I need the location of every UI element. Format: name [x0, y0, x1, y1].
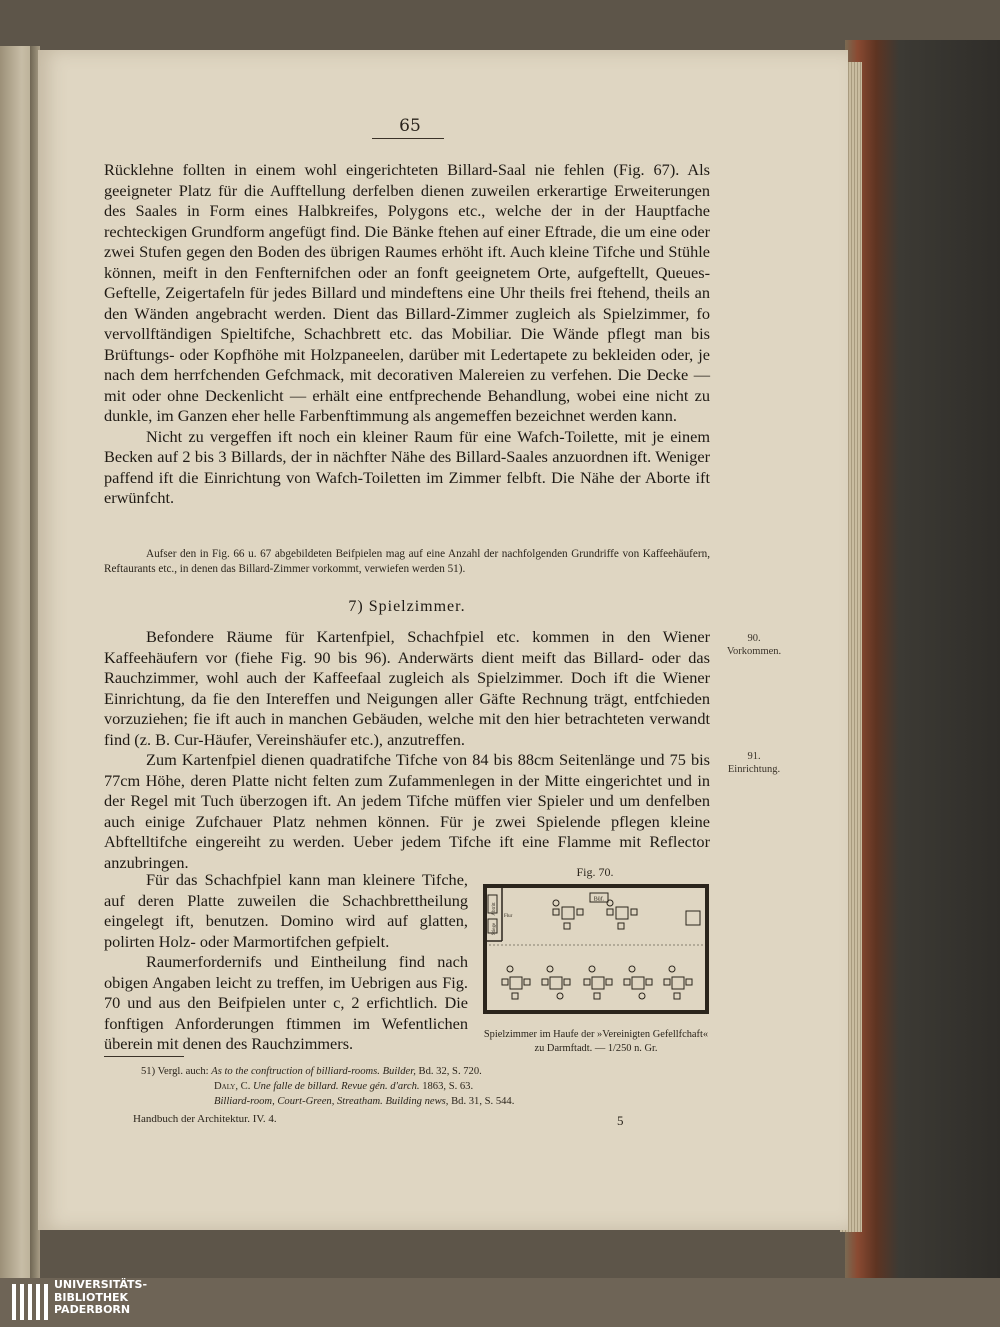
library-bar [0, 1278, 1000, 1327]
footnote-title: Une falle de billard. Revue gén. d'arch. [253, 1081, 420, 1092]
footnote-ref: Bd. 31, S. 544. [451, 1096, 515, 1107]
footnote-line-1 [141, 1065, 482, 1078]
paragraph-billard-furnishing: Rücklehne follten in einem wohl eingerichteten Billard-Saal nie fehlen (Fig. 67). Als geeigneter Platz für die Aufftellung derfelben dienen zuweilen erkerartige Erweiterungen des Saales in Form eines Halbkreifes, Polygons etc., welche der in der Hauptfache rechteckigen Grundform angefügt find. Die Bänke ftehen auf einer Eftrade, die um eine oder zwei Stufen gegen den Boden des übrigen Raumes erhöht ift. Auch kleine Tifche und Stühle können, meift in den Fenfternifchen oder an fonft geeignetem Orte, aufgeftellt, Queues-Geftelle, Zeigertafeln für jedes Billard und mindeftens eine Uhr theils frei ftehend, theils an den Wänden angebracht werden. Dient das Billard-Zimmer zugleich als Spielzimmer, fo vervollftändigen Spieltifche, Schachbrett etc. das Mobiliar. Die Wände pflegt man bis Brüftungs- oder Kopfhöhe mit Holzpaneelen, darüber mit Ledertapete zu bekleiden oder, je nach dem herrfchenden Gefchmack, mit decorativen Malereien zu verfehen. Die Decke — mit oder ohne Deckenlicht — erhält eine entfprechende Behandlung, wobei eine nicht zu dunkle, im Ganzen eher helle Farbenftimmung als angemeffen bezeichnet werden kann. [104, 160, 710, 425]
footnote-author: Daly, C. [214, 1081, 251, 1092]
margin-note-vorkommen [716, 632, 792, 658]
library-name-line: UNIVERSITÄTS- [54, 1278, 148, 1291]
figure-caption: Spielzimmer im Haufe der »Vereinigten Gefellfchaft« zu Darmftadt. — 1/250 n. Gr. [483, 1029, 709, 1054]
label-flur: Flur [504, 914, 513, 919]
margin-note-label: Einrichtung. [727, 764, 781, 775]
label-stiege: Stiege [492, 922, 497, 936]
margin-note-label: Vorkommen. [726, 646, 782, 657]
section-heading: 7) Spielzimmer. [348, 598, 466, 615]
footnote-title: As to the conftruction of billiard-rooms. Builder, [211, 1066, 416, 1077]
library-logo-icon [10, 1282, 50, 1322]
footnote-line-2 [214, 1080, 473, 1093]
footnote-prefix: 51) Vergl. auch: [141, 1066, 209, 1077]
paragraph-block-1 [104, 160, 710, 509]
paragraph-requirements: Raumerfordernifs und Eintheilung find nach obigen Angaben leicht zu treffen, im Uebrigen aus Fig. 70 und aus den Beifpielen unter c, 2 erfichtlich. Die fonftigen Anforderungen ftimmen im Wefentlichen überein mit denen des Rauchzimmers. [104, 952, 468, 1053]
paragraph-chess: Für das Schachfpiel kann man kleinere Tifche, auf deren Platte zuweilen die Schachbrettheilung eingelegt ift, benutzen. Domino wird auf glatten, polirten Holz- oder Marmortifchen gefpielt. [104, 870, 468, 951]
footnote-line-3 [214, 1095, 514, 1108]
margin-note-einrichtung [716, 750, 792, 776]
paragraph-card-rooms: Befondere Räume für Kartenfpiel, Schachfpiel etc. kommen in den Wiener Kaffeehäufern vor (fiehe Fig. 90 bis 96). Anderwärts dient meift das Billard- oder das Rauchzimmer, wohl auch der Kaffeefaal zugleich als Spielzimmer. Doch ift die Wiener Einrichtung, da fie den Intereffen und Neigungen aller Gäfte Rechnung trägt, entfchieden vorzuziehen; fie ift auch in manchen Gebäuden, welche mit den hier betrachteten verwandt find (z. B. Cur-Häufer, Vereinshäufer etc.), anzutreffen. [104, 627, 710, 749]
note-small-print: Aufser den in Fig. 66 u. 67 abgebildeten Beifpielen mag auf eine Anzahl der nachfolgenden Grundriffe von Kaffeehäufern, Reftaurants etc., in denen das Billard-Zimmer vorkommt, verwiefen werden 51). [104, 548, 710, 575]
card-table-row [502, 966, 692, 999]
footer-signature: 5 [617, 1113, 624, 1128]
floorplan-figure [482, 883, 710, 1015]
library-name-line: PADERBORN [54, 1303, 131, 1316]
footnote-title: Billiard-room, Court-Green, Streatham. Building news, [214, 1096, 449, 1107]
paragraph-block-2 [104, 627, 710, 873]
margin-note-number: 91. [747, 751, 761, 762]
book-cover [845, 40, 1000, 1278]
paragraph-block-3 [104, 870, 468, 1055]
library-name-line: BIBLIOTHEK [54, 1290, 129, 1304]
margin-note-number: 90. [747, 633, 761, 644]
page-number-rule [372, 138, 444, 139]
paragraph-wash-toilet: Nicht zu vergeffen ift noch ein kleiner Raum für eine Wafch-Toilette, mit je einem Becken auf 2 bis 3 Billards, der in nächfter Nähe des Billard-Saales anzuordnen ift. Weniger paffend ift die Einrichtung von Wafch-Toiletten im Zimmer felbft. Die Nähe der Aborte ift erwünfcht. [104, 426, 710, 507]
label-buffet: Büf. [593, 896, 605, 903]
footnote-ref: Bd. 32, S. 720. [418, 1066, 482, 1077]
page-number: 65 [399, 116, 421, 136]
footnote-ref: 1863, S. 63. [422, 1081, 474, 1092]
footnote-rule [104, 1056, 184, 1057]
paragraph-card-tables: Zum Kartenfpiel dienen quadratifche Tifche von 84 bis 88cm Seitenlänge und 75 bis 77cm Höhe, deren Platte nicht felten zum Zufammenlegen in der Mitte eingerichtet und in der Regel mit Tuch überzogen ift. An jedem Tifche müffen vier Spieler und um denfelben auch einige Zufchauer Platz nehmen können. Für je zwei Spielende pflegen kleine Abftelltifche eingereiht zu werden. Ueber jedem Tifche ift eine Flamme mit Reflector anzubringen. [104, 750, 710, 872]
figure-title: Fig. 70. [576, 865, 614, 879]
card-table-group [553, 900, 637, 929]
label-abtritt: Abtritt [492, 902, 497, 916]
library-name [54, 1279, 147, 1317]
footer-book-title: Handbuch der Architektur. IV. 4. [133, 1113, 277, 1125]
